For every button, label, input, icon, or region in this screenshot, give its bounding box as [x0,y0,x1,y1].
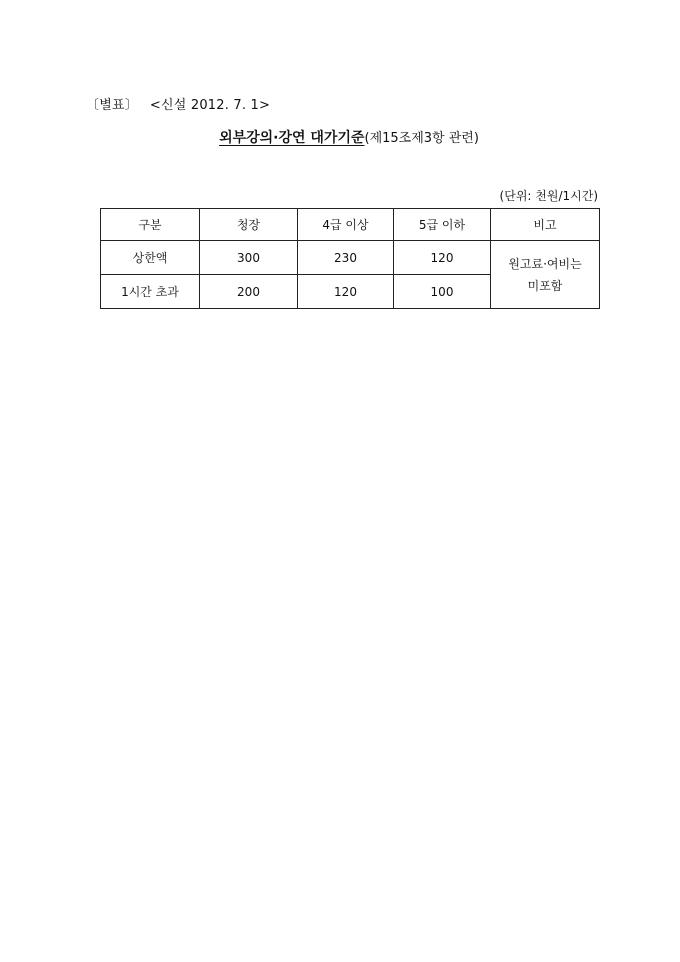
row-label-cap: 상한액 [101,241,200,275]
table-cell: 230 [298,241,394,275]
table-cell: 300 [200,241,298,275]
annex-header [86,94,270,113]
table-header-row [101,209,600,241]
fee-standard-table [100,208,600,309]
column-header-category: 구분 [101,209,200,241]
row-label-over-one-hour: 1시간 초과 [101,275,200,309]
table-cell: 200 [200,275,298,309]
amendment-note: <신설 2012. 7. 1> [149,98,271,113]
annex-label: 〔별표〕 [86,98,138,113]
remark-line: 미포함 [527,278,563,293]
document-title [0,127,680,147]
column-header-grade5-below: 5급 이하 [394,209,491,241]
column-header-remarks: 비고 [491,209,600,241]
table-cell: 120 [394,241,491,275]
document-title-main: 외부강의·강연 대가기준 [219,130,365,146]
table-row [101,241,600,275]
remark-line: 원고료·여비는 [508,256,582,271]
table-cell: 120 [298,275,394,309]
column-header-grade4-above: 4급 이상 [298,209,394,241]
document-title-sub: (제15조제3항 관련) [364,131,479,146]
unit-note: (단위: 천원/1시간) [499,189,598,203]
table-cell: 100 [394,275,491,309]
remarks-cell [491,241,600,309]
column-header-commissioner: 청장 [200,209,298,241]
